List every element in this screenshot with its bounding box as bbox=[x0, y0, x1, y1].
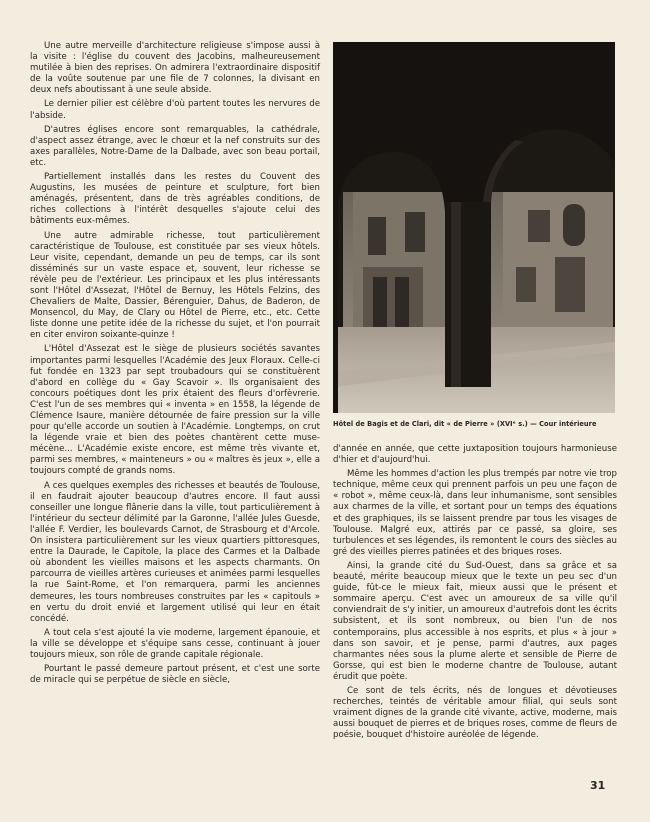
paragraph: Même les hommes d'action les plus trempés par notre vie trop technique, même ceux qui prennent parfois un peu une façon de « robot », même ceux-là, dans leur inhumanisme, sont sensibles aux charmes de la ville, et sortant pour un temps des équations et des graphiques, ils se laissent prendre par tous les visages de Toulouse. Malgré eux, attirés par ce passé, sa gloire, ses turbulences et ses légendes, ils remontent le cours des siècles au gré des vieilles pierres patinées et des briques roses. bbox=[333, 469, 617, 557]
paragraph: L'Hôtel d'Assezat est le siège de plusieurs sociétés savantes importantes parmi lesquelles l'Académie des Jeux Floraux. Celle-ci fut fondée en 1323 par sept troubadours qui se constituèrent d'abord en collège du « Gay Scavoir ». Ils organisaient des concours poétiques dont les prix étaient des fleurs d'orfèvrerie. C'est l'un de ses membres qui « inventa » en 1558, la légende de Clémence Isaure, manière détournée de faire pression sur la ville pour qu'elle accorde un soutien à l'Académie. Longtemps, on crut la légende vraie et bien des poètes chantèrent cette muse-mécène... L'Académie existe encore, est même très vivante et, parmi ses membres, « mainteneurs » ou « maîtres ès jeux », elle a toujours compté de grands noms. bbox=[30, 344, 320, 477]
paragraph: Pourtant le passé demeure partout présent, et c'est une sorte de miracle qui se perpétue de siècle en siècle, bbox=[30, 664, 320, 686]
page-number: 31 bbox=[590, 779, 606, 792]
paragraph: Partiellement installés dans les restes du Couvent des Augustins, les musées de peinture et sculpture, fort bien aménagés, présentent, dans de très agréables conditions, de riches collections à l'intérêt desquelles s'ajoute celui des bâtiments eux-mêmes. bbox=[30, 172, 320, 227]
paragraph: A ces quelques exemples des richesses et beautés de Toulouse, il en faudrait ajouter beaucoup d'autres encore. Il faut aussi conseiller une longue flânerie dans la ville, tout particulièrement à l'intérieur du secteur délimité par la Garonne, l'allée Jules Guesde, l'allée F. Verdier, les boulevards Carnot, de Strasbourg et d'Arcole. On insistera particulièrement sur les vieux quartiers pittoresques, entre la Daurade, le Capitole, la place des Carmes et la Dalbade où abondent les vieilles maisons et les aspects charmants. On parcourra de vieilles artères curieuses et animées parmi lesquelles la rue Saint-Rome, et l'on remarquera, parmi les anciennes demeures, les tours nombreuses construites par les « capitouls » en vertu du droit envié et largement utilisé qui leur en était concédé. bbox=[30, 480, 320, 624]
right-text-column bbox=[333, 444, 617, 744]
paragraph: Le dernier pilier est célèbre d'où partent toutes les nervures de l'abside. bbox=[30, 99, 320, 121]
courtyard-photo bbox=[333, 42, 615, 413]
paragraph-continuation: d'année en année, que cette juxtaposition toujours harmonieuse d'hier et d'aujourd'hui. bbox=[333, 444, 617, 466]
paragraph: Une autre merveille d'architecture religieuse s'impose aussi à la visite : l'église du couvent des Jacobins, malheureusement mutilée à bien des reprises. On admirera l'extraordinaire dispositif de la voûte soutenue par une file de 7 colonnes, la divisant en deux nefs aboutissant à une seule abside. bbox=[30, 41, 320, 96]
paragraph: Une autre admirable richesse, tout particulièrement caractéristique de Toulouse, est constituée par ses vieux hôtels. Leur visite, cependant, demande un peu de temps, car ils sont disséminés sur un vaste espace et, souvent, leur richesse se révèle peu de l'extérieur. Les principaux et les plus intéressants sont l'Hôtel d'Assezat, l'Hôtel de Bernuy, les Hôtels Felzins, des Chevaliers de Malte, Dassier, Bérenguier, Dahus, de Baderon, de Monsencol, du May, de Clary ou Hôtel de Pierre, etc., etc. Cette liste donne une petite idée de la richesse du sujet, et l'on pourrait en citer environ soixante-quinze ! bbox=[30, 230, 320, 341]
paragraph: Ce sont de tels écrits, nés de longues et dévotieuses recherches, teintés de véritable amour filial, qui seuls sont vraiment dignes de la grande cité vivante, active, moderne, mais aussi bouquet de pierres et de briques roses, comme de fleurs de poésie, bouquet d'histoire auréolée de légende. bbox=[333, 685, 617, 741]
paragraph: D'autres églises encore sont remarquables, la cathédrale, d'aspect assez étrange, avec le chœur et la nef construits sur des axes parallèles, Notre-Dame de la Dalbade, avec son beau portail, etc. bbox=[30, 124, 320, 168]
paragraph: Ainsi, la grande cité du Sud-Ouest, dans sa grâce et sa beauté, mérite beaucoup mieux que le texte un peu sec d'un guide, fût-ce le mieux fait, mieux aussi que le présent et sommaire aperçu. C'est avec un amoureux de sa ville qu'il conviendrait de s'y initier, un amoureux d'autrefois dont les écrits subsistent, et ils sont nombreux, ou bien l'un de nos contemporains, plus accessible à nos esprits, et plus « à jour » dans son savoir, et je pense, parmi d'autres, aux pages charmantes nées sous la plume alerte et sensible de Pierre de Gorsse, qui est bien le moderne chantre de Toulouse, autant érudit que poète. bbox=[333, 560, 617, 682]
photo-caption: Hôtel de Bagis et de Clari, dit « de Pierre » (XVIᵉ s.) — Cour intérieure bbox=[333, 420, 597, 428]
left-text-column bbox=[30, 41, 320, 689]
paragraph: A tout cela s'est ajouté la vie moderne, largement épanouie, et la ville se développe et s'équipe sans cesse, continuant à jouer toujours mieux, son rôle de grande capitale régionale. bbox=[30, 627, 320, 660]
